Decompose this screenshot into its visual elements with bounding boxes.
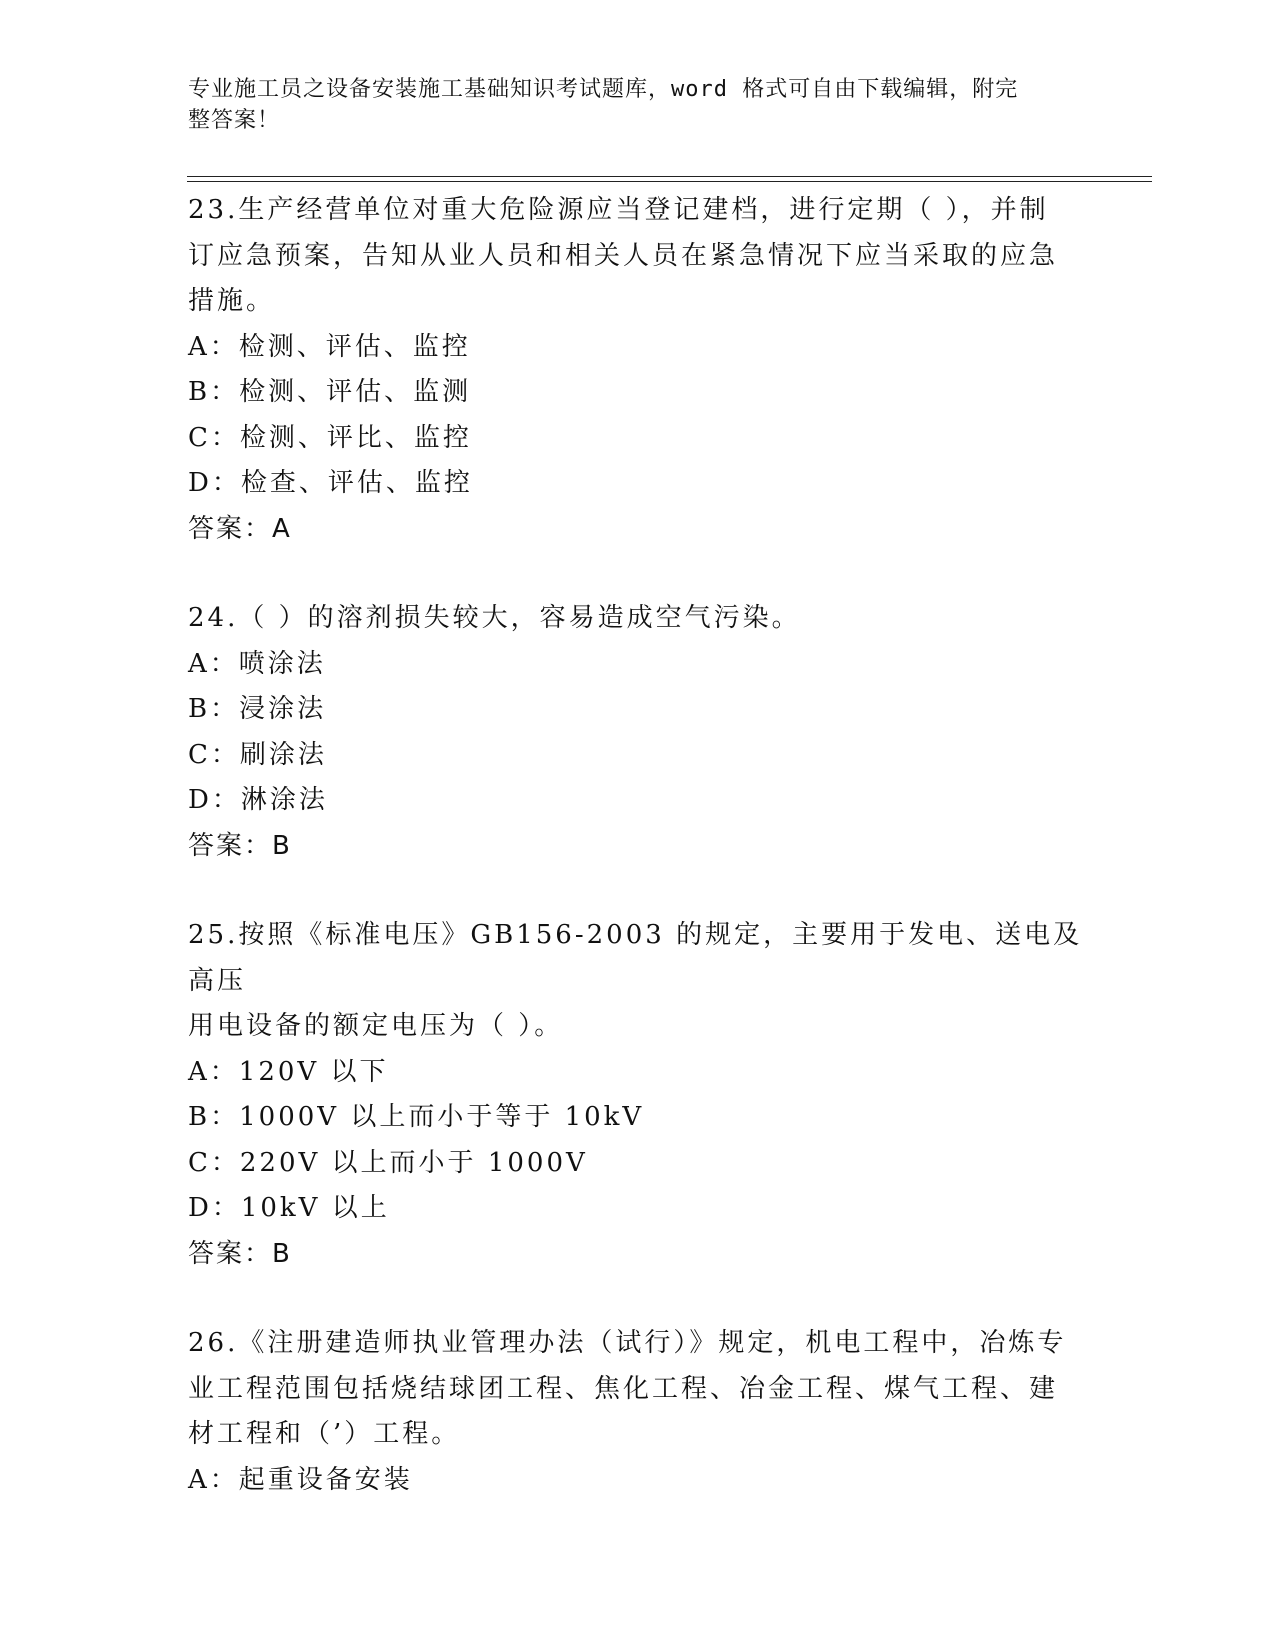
question-25 [188, 913, 1088, 1277]
question-text-line: 措施。 [188, 286, 276, 316]
option-c: C：检测、评比、监控 [188, 422, 472, 453]
option-d: D：10kV 以上 [188, 1193, 390, 1223]
question-23 [188, 188, 1088, 552]
option-a: A：喷涂法 [188, 648, 326, 679]
answer-line: 答案：B [188, 830, 292, 861]
option-c: C：220V 以上而小于 1000V [188, 1147, 588, 1178]
answer-line: 答案：B [188, 1238, 292, 1269]
option-b: B：1000V 以上而小于等于 10kV [188, 1102, 645, 1132]
question-spacer [188, 552, 1088, 596]
option-a: A：120V 以下 [188, 1056, 389, 1087]
question-text-line: 订应急预案，告知从业人员和相关人员在紧急情况下应当采取的应急 [188, 240, 1059, 271]
question-24 [188, 596, 1088, 869]
question-text-line: 26.《注册建造师执业管理办法（试行）》规定，机电工程中，冶炼专 [188, 1328, 1067, 1358]
header-line-1: 专业施工员之设备安装施工基础知识考试题库，word 格式可自由下载编辑，附完 [188, 77, 1019, 102]
option-a: A：检测、评估、监控 [188, 331, 471, 362]
header-divider-bottom [187, 181, 1152, 182]
header-divider-top [187, 176, 1152, 177]
question-text-line: 24.（ ）的溶剂损失较大，容易造成空气污染。 [188, 603, 801, 633]
question-text-line: 业工程范围包括烧结球团工程、焦化工程、冶金工程、煤气工程、建 [188, 1373, 1059, 1404]
option-b: B：检测、评估、监测 [188, 377, 472, 407]
option-a: A：起重设备安装 [188, 1464, 413, 1495]
question-text-line: 25.按照《标准电压》GB156-2003 的规定，主要用于发电、送电及高压 [188, 920, 1083, 996]
question-spacer [188, 869, 1088, 913]
answer-line: 答案：A [188, 513, 292, 544]
question-26 [188, 1321, 1088, 1503]
option-d: D：检查、评估、监控 [188, 468, 473, 498]
question-text-line: 用电设备的额定电压为（ ）。 [188, 1011, 564, 1041]
option-b: B：浸涂法 [188, 694, 327, 724]
document-header [188, 74, 1068, 136]
question-spacer [188, 1277, 1088, 1321]
option-c: C：刷涂法 [188, 739, 327, 770]
question-list [188, 188, 1088, 1503]
question-text-line: 材工程和（’）工程。 [188, 1419, 461, 1449]
question-text-line: 23.生产经营单位对重大危险源应当登记建档，进行定期（ ），并制 [188, 195, 1049, 225]
header-line-2: 整答案！ [188, 108, 281, 133]
option-d: D：淋涂法 [188, 785, 328, 815]
